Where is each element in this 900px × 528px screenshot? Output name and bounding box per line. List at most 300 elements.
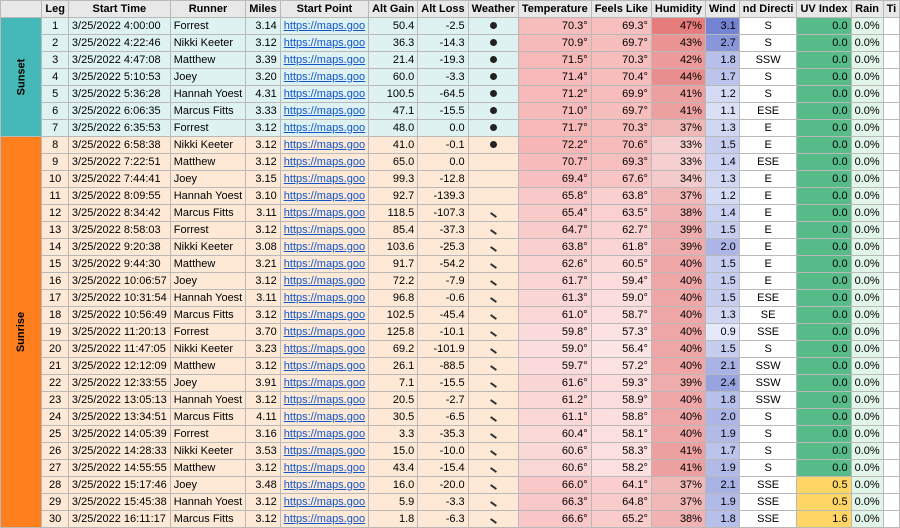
cell-temp[interactable]: 70.9° [518, 35, 591, 52]
cell-dir[interactable]: S [739, 18, 797, 35]
cell-dir[interactable]: S [739, 426, 797, 443]
cell-dir[interactable]: S [739, 69, 797, 86]
cell-uv[interactable]: 1.6 [797, 511, 851, 528]
cell-loss[interactable]: -54.2 [418, 256, 468, 273]
start-point-link[interactable]: https://maps.goo [283, 105, 366, 117]
cell-gain[interactable]: 26.1 [369, 358, 418, 375]
cell-dir[interactable]: E [739, 222, 797, 239]
cell-ti[interactable] [883, 460, 900, 477]
weather-sun-icon[interactable] [468, 375, 518, 392]
cell-wind[interactable]: 1.5 [705, 137, 739, 154]
cell-leg[interactable]: 25 [42, 426, 69, 443]
cell-time[interactable]: 3/25/2022 4:00:00 [68, 18, 170, 35]
cell-hum[interactable]: 40% [651, 409, 705, 426]
cell-time[interactable]: 3/25/2022 6:58:38 [68, 137, 170, 154]
cell-hum[interactable]: 40% [651, 324, 705, 341]
cell-feels[interactable]: 57.2° [591, 358, 651, 375]
cell-hum[interactable]: 40% [651, 358, 705, 375]
cell-loss[interactable]: -3.3 [418, 494, 468, 511]
cell-uv[interactable]: 0.5 [797, 494, 851, 511]
cell-leg[interactable]: 1 [42, 18, 69, 35]
weather-sun-icon[interactable] [468, 222, 518, 239]
cell-link[interactable] [280, 460, 368, 477]
cell-temp[interactable]: 70.3° [518, 18, 591, 35]
column-header[interactable]: Alt Gain [369, 1, 418, 18]
cell-ti[interactable] [883, 511, 900, 528]
cell-hum[interactable]: 40% [651, 341, 705, 358]
cell-loss[interactable]: -15.5 [418, 103, 468, 120]
cell-uv[interactable]: 0.0 [797, 205, 851, 222]
cell-leg[interactable]: 4 [42, 69, 69, 86]
cell-gain[interactable]: 15.0 [369, 443, 418, 460]
cell-temp[interactable]: 65.8° [518, 188, 591, 205]
cell-hum[interactable]: 37% [651, 188, 705, 205]
cell-loss[interactable]: -0.1 [418, 137, 468, 154]
start-point-link[interactable]: https://maps.goo [283, 88, 366, 100]
cell-wind[interactable]: 1.8 [705, 52, 739, 69]
cell-link[interactable] [280, 256, 368, 273]
cell-wind[interactable]: 1.3 [705, 171, 739, 188]
cell-rain[interactable]: 0.0% [851, 69, 883, 86]
cell-runner[interactable]: Joey [170, 477, 246, 494]
cell-wind[interactable]: 1.9 [705, 494, 739, 511]
cell-gain[interactable]: 99.3 [369, 171, 418, 188]
cell-gain[interactable]: 85.4 [369, 222, 418, 239]
cell-wind[interactable]: 1.4 [705, 154, 739, 171]
column-header[interactable]: Humidity [651, 1, 705, 18]
cell-leg[interactable]: 20 [42, 341, 69, 358]
cell-gain[interactable]: 1.8 [369, 511, 418, 528]
cell-leg[interactable]: 9 [42, 154, 69, 171]
cell-miles[interactable]: 3.14 [246, 18, 281, 35]
cell-feels[interactable]: 59.4° [591, 273, 651, 290]
cell-uv[interactable]: 0.0 [797, 307, 851, 324]
cell-rain[interactable]: 0.0% [851, 341, 883, 358]
cell-ti[interactable] [883, 171, 900, 188]
cell-gain[interactable]: 20.5 [369, 392, 418, 409]
cell-feels[interactable]: 69.3° [591, 154, 651, 171]
cell-leg[interactable]: 28 [42, 477, 69, 494]
cell-dir[interactable]: SE [739, 307, 797, 324]
cell-leg[interactable]: 19 [42, 324, 69, 341]
cell-uv[interactable]: 0.0 [797, 426, 851, 443]
cell-runner[interactable]: Nikki Keeter [170, 443, 246, 460]
cell-rain[interactable]: 0.0% [851, 477, 883, 494]
cell-leg[interactable]: 8 [42, 137, 69, 154]
cell-gain[interactable]: 72.2 [369, 273, 418, 290]
cell-rain[interactable]: 0.0% [851, 222, 883, 239]
cell-feels[interactable]: 69.7° [591, 103, 651, 120]
cell-temp[interactable]: 60.6° [518, 460, 591, 477]
cell-rain[interactable]: 0.0% [851, 426, 883, 443]
cell-feels[interactable]: 65.2° [591, 511, 651, 528]
cell-ti[interactable] [883, 256, 900, 273]
cell-temp[interactable]: 66.0° [518, 477, 591, 494]
cell-uv[interactable]: 0.0 [797, 290, 851, 307]
cell-hum[interactable]: 40% [651, 256, 705, 273]
cell-hum[interactable]: 42% [651, 52, 705, 69]
cell-loss[interactable]: -2.5 [418, 18, 468, 35]
cell-temp[interactable]: 66.3° [518, 494, 591, 511]
start-point-link[interactable]: https://maps.goo [283, 445, 366, 457]
column-header[interactable]: Feels Like [591, 1, 651, 18]
cell-wind[interactable]: 2.4 [705, 375, 739, 392]
cell-uv[interactable]: 0.0 [797, 52, 851, 69]
cell-leg[interactable]: 3 [42, 52, 69, 69]
cell-leg[interactable]: 14 [42, 239, 69, 256]
cell-time[interactable]: 3/25/2022 10:31:54 [68, 290, 170, 307]
cell-miles[interactable]: 3.33 [246, 103, 281, 120]
cell-dir[interactable]: ESE [739, 103, 797, 120]
cell-miles[interactable]: 3.21 [246, 256, 281, 273]
cell-miles[interactable]: 3.12 [246, 358, 281, 375]
cell-dir[interactable]: SSE [739, 511, 797, 528]
cell-ti[interactable] [883, 52, 900, 69]
weather-sun-icon[interactable] [468, 392, 518, 409]
cell-runner[interactable]: Joey [170, 273, 246, 290]
cell-ti[interactable] [883, 35, 900, 52]
start-point-link[interactable]: https://maps.goo [283, 377, 366, 389]
cell-hum[interactable]: 40% [651, 273, 705, 290]
cell-time[interactable]: 3/25/2022 8:34:42 [68, 205, 170, 222]
cell-uv[interactable]: 0.0 [797, 375, 851, 392]
cell-time[interactable]: 3/25/2022 14:05:39 [68, 426, 170, 443]
cell-dir[interactable]: E [739, 239, 797, 256]
cell-loss[interactable]: 0.0 [418, 154, 468, 171]
cell-ti[interactable] [883, 358, 900, 375]
cell-temp[interactable]: 71.5° [518, 52, 591, 69]
cell-uv[interactable]: 0.0 [797, 69, 851, 86]
cell-rain[interactable]: 0.0% [851, 35, 883, 52]
cell-uv[interactable]: 0.0 [797, 154, 851, 171]
cell-hum[interactable]: 39% [651, 239, 705, 256]
weather-night-icon[interactable] [468, 86, 518, 103]
cell-loss[interactable]: -37.3 [418, 222, 468, 239]
start-point-link[interactable]: https://maps.goo [283, 275, 366, 287]
cell-loss[interactable]: -3.3 [418, 69, 468, 86]
start-point-link[interactable]: https://maps.goo [283, 496, 366, 508]
cell-rain[interactable]: 0.0% [851, 188, 883, 205]
cell-uv[interactable]: 0.0 [797, 18, 851, 35]
cell-leg[interactable]: 23 [42, 392, 69, 409]
cell-runner[interactable]: Joey [170, 375, 246, 392]
cell-loss[interactable]: -12.8 [418, 171, 468, 188]
cell-time[interactable]: 3/25/2022 15:17:46 [68, 477, 170, 494]
column-header[interactable]: nd Directi [739, 1, 797, 18]
cell-runner[interactable]: Matthew [170, 52, 246, 69]
cell-dir[interactable]: SSW [739, 358, 797, 375]
cell-loss[interactable]: -107.3 [418, 205, 468, 222]
cell-time[interactable]: 3/25/2022 5:36:28 [68, 86, 170, 103]
cell-link[interactable] [280, 18, 368, 35]
cell-loss[interactable]: -101.9 [418, 341, 468, 358]
cell-feels[interactable]: 58.7° [591, 307, 651, 324]
cell-dir[interactable]: E [739, 171, 797, 188]
start-point-link[interactable]: https://maps.goo [283, 258, 366, 270]
cell-time[interactable]: 3/25/2022 6:35:53 [68, 120, 170, 137]
start-point-link[interactable]: https://maps.goo [283, 462, 366, 474]
cell-link[interactable] [280, 426, 368, 443]
cell-runner[interactable]: Forrest [170, 222, 246, 239]
start-point-link[interactable]: https://maps.goo [283, 122, 366, 134]
cell-leg[interactable]: 26 [42, 443, 69, 460]
cell-wind[interactable]: 3.1 [705, 18, 739, 35]
cell-rain[interactable]: 0.0% [851, 103, 883, 120]
cell-leg[interactable]: 24 [42, 409, 69, 426]
cell-feels[interactable]: 63.8° [591, 188, 651, 205]
weather-sun-icon[interactable] [468, 273, 518, 290]
cell-miles[interactable]: 3.70 [246, 324, 281, 341]
cell-gain[interactable]: 16.0 [369, 477, 418, 494]
cell-uv[interactable]: 0.0 [797, 341, 851, 358]
cell-gain[interactable]: 60.0 [369, 69, 418, 86]
cell-runner[interactable]: Hannah Yoest [170, 290, 246, 307]
cell-time[interactable]: 3/25/2022 10:56:49 [68, 307, 170, 324]
cell-rain[interactable]: 0.0% [851, 409, 883, 426]
cell-miles[interactable]: 3.10 [246, 188, 281, 205]
weather-night-icon[interactable] [468, 137, 518, 154]
cell-wind[interactable]: 1.9 [705, 460, 739, 477]
cell-loss[interactable]: -10.1 [418, 324, 468, 341]
cell-ti[interactable] [883, 69, 900, 86]
cell-loss[interactable]: -20.0 [418, 477, 468, 494]
cell-miles[interactable]: 3.08 [246, 239, 281, 256]
cell-wind[interactable]: 1.8 [705, 392, 739, 409]
cell-loss[interactable]: -19.3 [418, 52, 468, 69]
cell-hum[interactable]: 40% [651, 392, 705, 409]
cell-rain[interactable]: 0.0% [851, 392, 883, 409]
cell-link[interactable] [280, 103, 368, 120]
cell-runner[interactable]: Hannah Yoest [170, 494, 246, 511]
cell-wind[interactable]: 1.3 [705, 307, 739, 324]
cell-leg[interactable]: 11 [42, 188, 69, 205]
cell-uv[interactable]: 0.0 [797, 137, 851, 154]
start-point-link[interactable]: https://maps.goo [283, 343, 366, 355]
cell-link[interactable] [280, 171, 368, 188]
cell-temp[interactable]: 65.4° [518, 205, 591, 222]
cell-wind[interactable]: 1.2 [705, 188, 739, 205]
start-point-link[interactable]: https://maps.goo [283, 190, 366, 202]
cell-wind[interactable]: 1.9 [705, 426, 739, 443]
cell-dir[interactable]: S [739, 35, 797, 52]
cell-miles[interactable]: 3.20 [246, 69, 281, 86]
cell-dir[interactable]: E [739, 205, 797, 222]
cell-wind[interactable]: 2.1 [705, 358, 739, 375]
cell-gain[interactable]: 100.5 [369, 86, 418, 103]
cell-gain[interactable]: 50.4 [369, 18, 418, 35]
cell-loss[interactable]: -2.7 [418, 392, 468, 409]
cell-temp[interactable]: 61.3° [518, 290, 591, 307]
cell-temp[interactable]: 66.6° [518, 511, 591, 528]
cell-link[interactable] [280, 188, 368, 205]
cell-loss[interactable]: 0.0 [418, 120, 468, 137]
cell-ti[interactable] [883, 375, 900, 392]
cell-dir[interactable]: E [739, 188, 797, 205]
cell-temp[interactable]: 61.0° [518, 307, 591, 324]
cell-loss[interactable]: -15.4 [418, 460, 468, 477]
cell-runner[interactable]: Hannah Yoest [170, 188, 246, 205]
start-point-link[interactable]: https://maps.goo [283, 156, 366, 168]
cell-link[interactable] [280, 137, 368, 154]
cell-link[interactable] [280, 443, 368, 460]
cell-uv[interactable]: 0.0 [797, 188, 851, 205]
cell-runner[interactable]: Matthew [170, 358, 246, 375]
cell-ti[interactable] [883, 222, 900, 239]
cell-rain[interactable]: 0.0% [851, 171, 883, 188]
cell-time[interactable]: 3/25/2022 11:47:05 [68, 341, 170, 358]
cell-rain[interactable]: 0.0% [851, 290, 883, 307]
cell-gain[interactable]: 96.8 [369, 290, 418, 307]
weather-cell[interactable] [468, 171, 518, 188]
cell-dir[interactable]: ESE [739, 290, 797, 307]
cell-gain[interactable]: 125.8 [369, 324, 418, 341]
cell-time[interactable]: 3/25/2022 5:10:53 [68, 69, 170, 86]
cell-wind[interactable]: 2.0 [705, 409, 739, 426]
cell-feels[interactable]: 70.3° [591, 52, 651, 69]
cell-ti[interactable] [883, 324, 900, 341]
cell-feels[interactable]: 67.6° [591, 171, 651, 188]
cell-uv[interactable]: 0.0 [797, 324, 851, 341]
cell-loss[interactable]: -6.5 [418, 409, 468, 426]
cell-feels[interactable]: 60.5° [591, 256, 651, 273]
cell-rain[interactable]: 0.0% [851, 494, 883, 511]
cell-runner[interactable]: Matthew [170, 256, 246, 273]
cell-time[interactable]: 3/25/2022 14:55:55 [68, 460, 170, 477]
cell-loss[interactable]: -7.9 [418, 273, 468, 290]
cell-gain[interactable]: 41.0 [369, 137, 418, 154]
cell-hum[interactable]: 40% [651, 426, 705, 443]
cell-miles[interactable]: 3.12 [246, 137, 281, 154]
cell-feels[interactable]: 62.7° [591, 222, 651, 239]
cell-temp[interactable]: 59.8° [518, 324, 591, 341]
cell-temp[interactable]: 71.4° [518, 69, 591, 86]
cell-loss[interactable]: -10.0 [418, 443, 468, 460]
cell-runner[interactable]: Forrest [170, 426, 246, 443]
cell-runner[interactable]: Matthew [170, 154, 246, 171]
column-header[interactable]: Temperature [518, 1, 591, 18]
cell-link[interactable] [280, 86, 368, 103]
cell-dir[interactable]: S [739, 86, 797, 103]
cell-runner[interactable]: Nikki Keeter [170, 341, 246, 358]
cell-hum[interactable]: 37% [651, 120, 705, 137]
cell-link[interactable] [280, 273, 368, 290]
cell-temp[interactable]: 59.0° [518, 341, 591, 358]
cell-wind[interactable]: 1.7 [705, 443, 739, 460]
cell-runner[interactable]: Matthew [170, 460, 246, 477]
cell-wind[interactable]: 1.8 [705, 511, 739, 528]
cell-rain[interactable]: 0.0% [851, 375, 883, 392]
cell-miles[interactable]: 3.91 [246, 375, 281, 392]
cell-ti[interactable] [883, 341, 900, 358]
cell-time[interactable]: 3/25/2022 4:47:08 [68, 52, 170, 69]
start-point-link[interactable]: https://maps.goo [283, 224, 366, 236]
cell-ti[interactable] [883, 137, 900, 154]
cell-ti[interactable] [883, 273, 900, 290]
cell-runner[interactable]: Forrest [170, 120, 246, 137]
cell-feels[interactable]: 69.7° [591, 35, 651, 52]
cell-hum[interactable]: 39% [651, 375, 705, 392]
cell-miles[interactable]: 3.11 [246, 290, 281, 307]
weather-sun-icon[interactable] [468, 358, 518, 375]
cell-time[interactable]: 3/25/2022 8:58:03 [68, 222, 170, 239]
cell-link[interactable] [280, 375, 368, 392]
weather-sun-icon[interactable] [468, 477, 518, 494]
weather-sun-icon[interactable] [468, 239, 518, 256]
cell-miles[interactable]: 3.11 [246, 205, 281, 222]
cell-wind[interactable]: 1.1 [705, 103, 739, 120]
cell-dir[interactable]: SSE [739, 477, 797, 494]
cell-miles[interactable]: 3.12 [246, 460, 281, 477]
cell-runner[interactable]: Nikki Keeter [170, 137, 246, 154]
cell-miles[interactable]: 3.48 [246, 477, 281, 494]
cell-link[interactable] [280, 494, 368, 511]
cell-uv[interactable]: 0.0 [797, 409, 851, 426]
cell-leg[interactable]: 15 [42, 256, 69, 273]
start-point-link[interactable]: https://maps.goo [283, 139, 366, 151]
start-point-link[interactable]: https://maps.goo [283, 71, 366, 83]
cell-dir[interactable]: S [739, 460, 797, 477]
cell-time[interactable]: 3/25/2022 13:05:13 [68, 392, 170, 409]
start-point-link[interactable]: https://maps.goo [283, 241, 366, 253]
cell-ti[interactable] [883, 426, 900, 443]
cell-loss[interactable]: -25.3 [418, 239, 468, 256]
cell-gain[interactable]: 103.6 [369, 239, 418, 256]
cell-miles[interactable]: 3.12 [246, 154, 281, 171]
cell-temp[interactable]: 64.7° [518, 222, 591, 239]
cell-runner[interactable]: Forrest [170, 324, 246, 341]
cell-feels[interactable]: 57.3° [591, 324, 651, 341]
cell-temp[interactable]: 61.1° [518, 409, 591, 426]
cell-temp[interactable]: 61.7° [518, 273, 591, 290]
column-header[interactable]: UV Index [797, 1, 851, 18]
cell-hum[interactable]: 37% [651, 477, 705, 494]
cell-time[interactable]: 3/25/2022 6:06:35 [68, 103, 170, 120]
cell-wind[interactable]: 1.5 [705, 222, 739, 239]
cell-miles[interactable]: 3.23 [246, 341, 281, 358]
cell-dir[interactable]: S [739, 409, 797, 426]
cell-miles[interactable]: 3.12 [246, 222, 281, 239]
cell-runner[interactable]: Forrest [170, 18, 246, 35]
cell-temp[interactable]: 60.4° [518, 426, 591, 443]
cell-dir[interactable]: SSE [739, 494, 797, 511]
column-header[interactable]: Miles [246, 1, 281, 18]
cell-temp[interactable]: 71.2° [518, 86, 591, 103]
cell-dir[interactable]: SSW [739, 52, 797, 69]
cell-dir[interactable]: S [739, 341, 797, 358]
cell-uv[interactable]: 0.5 [797, 477, 851, 494]
start-point-link[interactable]: https://maps.goo [283, 479, 366, 491]
cell-hum[interactable]: 44% [651, 69, 705, 86]
cell-uv[interactable]: 0.0 [797, 222, 851, 239]
cell-time[interactable]: 3/25/2022 12:12:09 [68, 358, 170, 375]
cell-uv[interactable]: 0.0 [797, 120, 851, 137]
cell-feels[interactable]: 59.3° [591, 375, 651, 392]
cell-loss[interactable]: -45.4 [418, 307, 468, 324]
cell-gain[interactable]: 47.1 [369, 103, 418, 120]
cell-leg[interactable]: 16 [42, 273, 69, 290]
cell-uv[interactable]: 0.0 [797, 35, 851, 52]
cell-dir[interactable]: E [739, 137, 797, 154]
cell-miles[interactable]: 3.12 [246, 120, 281, 137]
cell-time[interactable]: 3/25/2022 9:20:38 [68, 239, 170, 256]
cell-uv[interactable]: 0.0 [797, 103, 851, 120]
cell-time[interactable]: 3/25/2022 10:06:57 [68, 273, 170, 290]
cell-feels[interactable]: 56.4° [591, 341, 651, 358]
cell-link[interactable] [280, 35, 368, 52]
cell-hum[interactable]: 40% [651, 307, 705, 324]
weather-sun-icon[interactable] [468, 426, 518, 443]
cell-ti[interactable] [883, 205, 900, 222]
